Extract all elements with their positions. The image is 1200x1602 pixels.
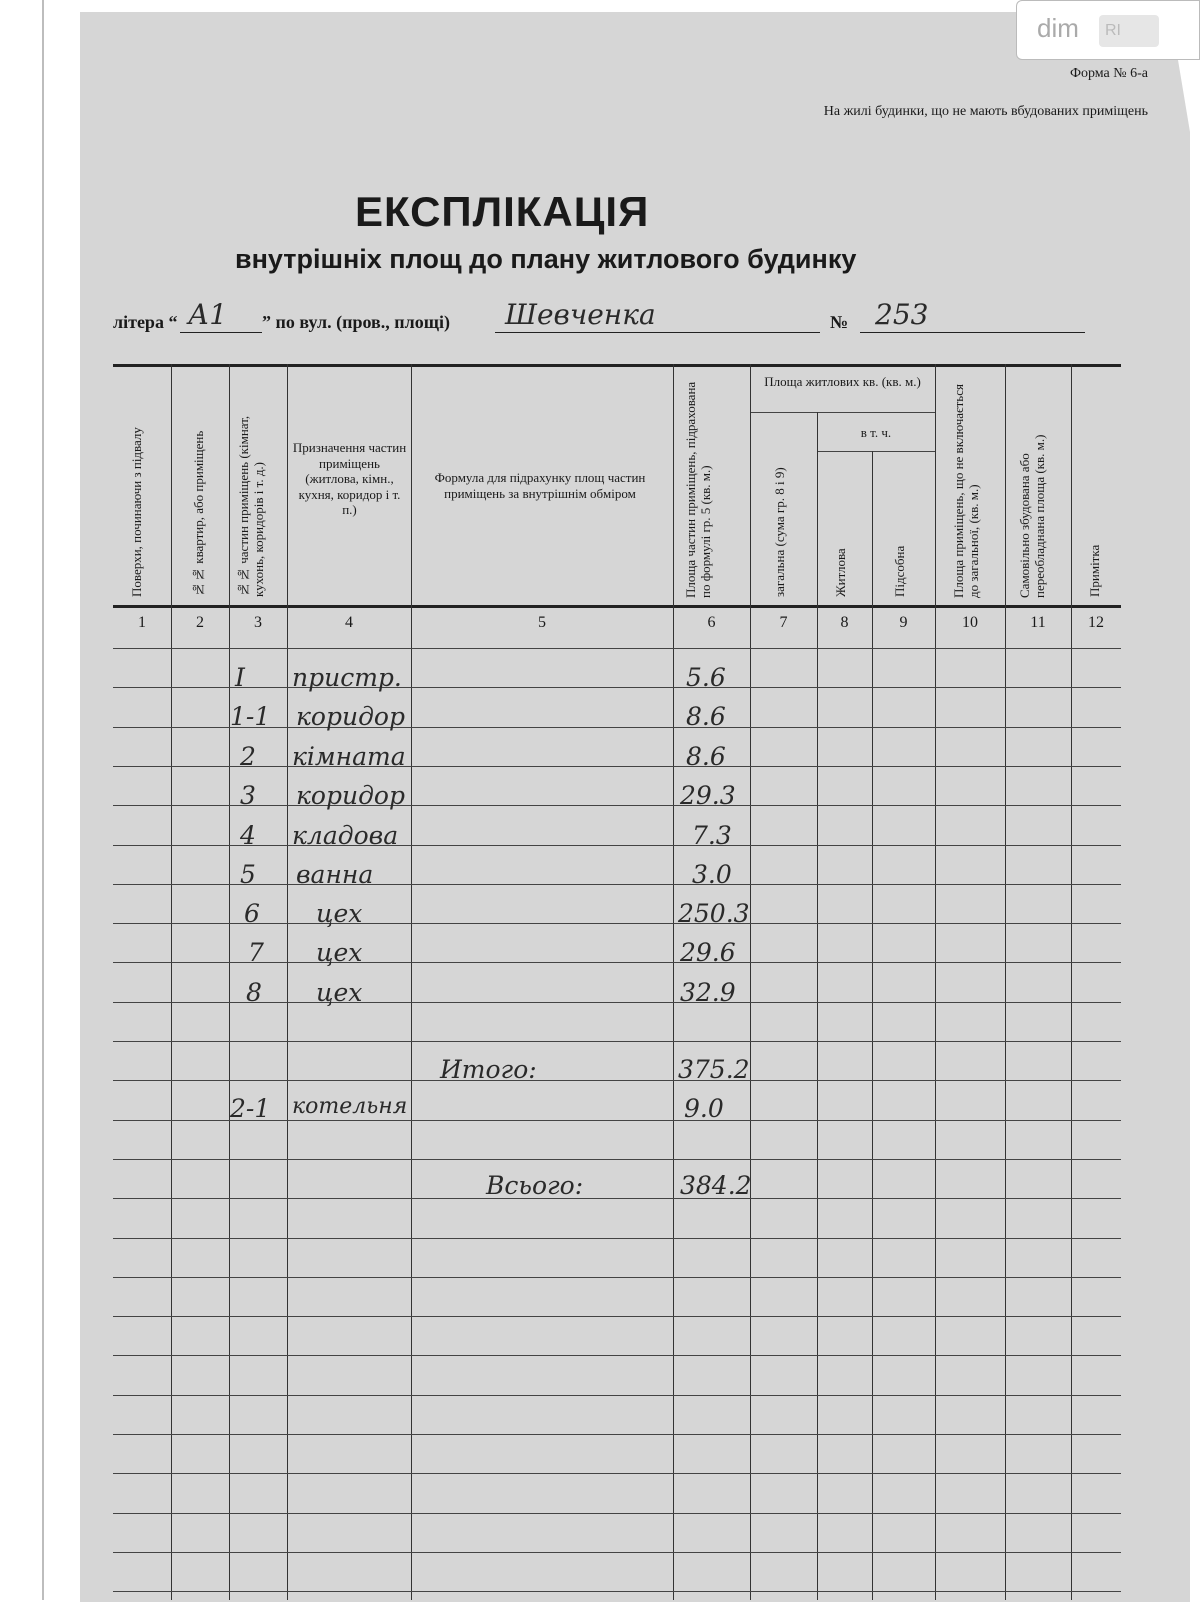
document-subtitle: внутрішніх площ до плану житлового будинку [235, 244, 857, 274]
grid-column-line [750, 364, 751, 1600]
col-number: 5 [538, 614, 546, 631]
number-value: 253 [875, 298, 929, 331]
col11-header: Самовільно збудована або переобладнана площа (кв. м.) [1017, 434, 1047, 598]
row-part: 8 [246, 978, 262, 1007]
grid-row-line [113, 364, 1121, 367]
grid-row-line [113, 1238, 1121, 1239]
total-label: Всього: [486, 1171, 584, 1200]
col6-header: Площа частин приміщень, підрахована по формулі гр. 5 (кв. м.) [683, 381, 713, 598]
col12-header: Примітка [1087, 544, 1102, 597]
grid-column-line [1005, 364, 1006, 1600]
grid-row-line [113, 1513, 1121, 1514]
litera-value: А1 [188, 298, 228, 331]
col-number: 4 [345, 614, 353, 631]
col-number: 10 [962, 614, 978, 631]
grid-column-line [411, 364, 412, 1600]
grid-row-line [113, 923, 1121, 924]
grid-row-line [113, 1355, 1121, 1356]
row-purpose: цех [316, 899, 363, 928]
row-part: 7 [248, 938, 264, 967]
incl-group-header: в т. ч. [860, 425, 892, 440]
row-purpose: кімната [292, 742, 406, 771]
col-number: 8 [840, 614, 849, 631]
grid-row-line [113, 805, 1121, 806]
grid-row-line [750, 412, 935, 413]
number-underline [860, 332, 1085, 333]
grid-row-line [113, 1080, 1121, 1081]
grid-row-line [113, 687, 1121, 688]
grid-row-line [113, 962, 1121, 963]
col-number: 2 [196, 614, 204, 631]
grid-column-line [1071, 364, 1072, 1600]
grid-column-line [673, 364, 674, 1600]
watermark-text: dim [1037, 13, 1079, 43]
row-area: 8.6 [686, 702, 726, 731]
document-title: ЕКСПЛІКАЦІЯ [355, 188, 650, 235]
col-number: 6 [707, 614, 716, 631]
grid-row-line [113, 845, 1121, 846]
grid-row-line [113, 1552, 1121, 1553]
grid-row-line [113, 1041, 1121, 1042]
watermark-suffix: RI [1105, 22, 1121, 39]
subtotal-value: 375.2 [678, 1055, 750, 1084]
grid-row-line [113, 1277, 1121, 1278]
grid-column-line [171, 364, 172, 1600]
extra-row-purpose: котельня [292, 1094, 408, 1119]
grid-row-line [113, 1473, 1121, 1474]
row-purpose: кладова [292, 821, 399, 850]
grid-column-line [229, 364, 230, 1600]
row-area: 7.3 [692, 821, 732, 850]
row-part: 6 [244, 899, 260, 928]
row-purpose: коридор [296, 781, 405, 810]
number-label: № [830, 312, 849, 332]
total-value: 384.2 [680, 1171, 752, 1200]
col1-header: Поверхи, починаючи з підвалу [129, 427, 144, 597]
row-part: 3 [240, 781, 256, 810]
col8-header: Житлова [833, 548, 848, 597]
row-part: 4 [240, 821, 256, 850]
col-number: 9 [899, 614, 908, 631]
row-part: I [235, 663, 245, 692]
litera-label: літера “ [113, 312, 178, 332]
living-group-header: Площа житлових кв. (кв. м.) [764, 374, 921, 389]
col-number: 7 [779, 614, 788, 631]
row-part: 1-1 [230, 702, 271, 731]
street-value: Шевченка [505, 298, 656, 331]
row-part: 2 [240, 742, 256, 771]
col9-header: Підсобна [892, 545, 907, 597]
subtotal-label: Итого: [440, 1055, 537, 1084]
row-area: 3.0 [692, 860, 732, 889]
grid-row-line [113, 605, 1121, 608]
page-edge-line [42, 0, 44, 1600]
col2-header: №№ квартир, або приміщень [191, 430, 206, 597]
col10-header: Площа приміщень, що не включається до загальної, (кв. м.) [951, 384, 981, 598]
grid-row-line [113, 1395, 1121, 1396]
form-number: Форма № 6-а [1069, 66, 1148, 81]
grid-row-line [113, 648, 1121, 649]
row-area: 250.3 [678, 899, 750, 928]
grid-row-line [113, 766, 1121, 767]
grid-row-line [113, 1316, 1121, 1317]
col-number: 11 [1030, 614, 1046, 631]
row-purpose: ванна [296, 860, 374, 889]
grid-column-line [817, 412, 818, 1600]
col4-header: Призначення частин приміщень (житлова, кімн., кухня, коридор і т. п.) [292, 440, 407, 518]
grid-row-line [113, 1434, 1121, 1435]
grid-row-line [817, 451, 935, 452]
row-area: 8.6 [686, 742, 726, 771]
col-number: 3 [254, 614, 262, 631]
grid-row-line [113, 1159, 1121, 1160]
grid-row-line [113, 1591, 1121, 1592]
applies-to-note: На жилі будинки, що не мають вбудованих приміщень [823, 104, 1148, 119]
grid-column-line [935, 364, 936, 1600]
row-purpose: пристр. [292, 663, 402, 692]
col-number: 12 [1088, 614, 1104, 631]
litera-underline [180, 332, 262, 333]
col7-header: загальна (сума гр. 8 і 9) [772, 467, 787, 597]
row-part: 5 [240, 860, 256, 889]
col-number: 1 [138, 614, 146, 631]
grid-column-line [287, 364, 288, 1600]
row-purpose: коридор [296, 702, 405, 731]
row-area: 29.3 [680, 781, 736, 810]
row-purpose: цех [316, 978, 363, 1007]
watermark-logo [1016, 0, 1200, 60]
grid-row-line [113, 884, 1121, 885]
street-underline [495, 332, 820, 333]
grid-row-line [113, 1198, 1121, 1199]
street-label: ” по вул. (пров., площі) [262, 312, 450, 332]
col3-header: №№ частин приміщень (кімнат, кухонь, коридорів і т. д.) [236, 415, 266, 597]
row-purpose: цех [316, 938, 363, 967]
row-area: 5.6 [686, 663, 726, 692]
row-area: 32.9 [680, 978, 736, 1007]
row-area: 29.6 [680, 938, 736, 967]
col5-header: Формула для підрахунку площ частин приміщень за внутрішнім обміром [434, 470, 646, 501]
grid-row-line [113, 1002, 1121, 1003]
extra-row-area: 9.0 [684, 1094, 724, 1123]
extra-row-part: 2-1 [230, 1094, 271, 1123]
